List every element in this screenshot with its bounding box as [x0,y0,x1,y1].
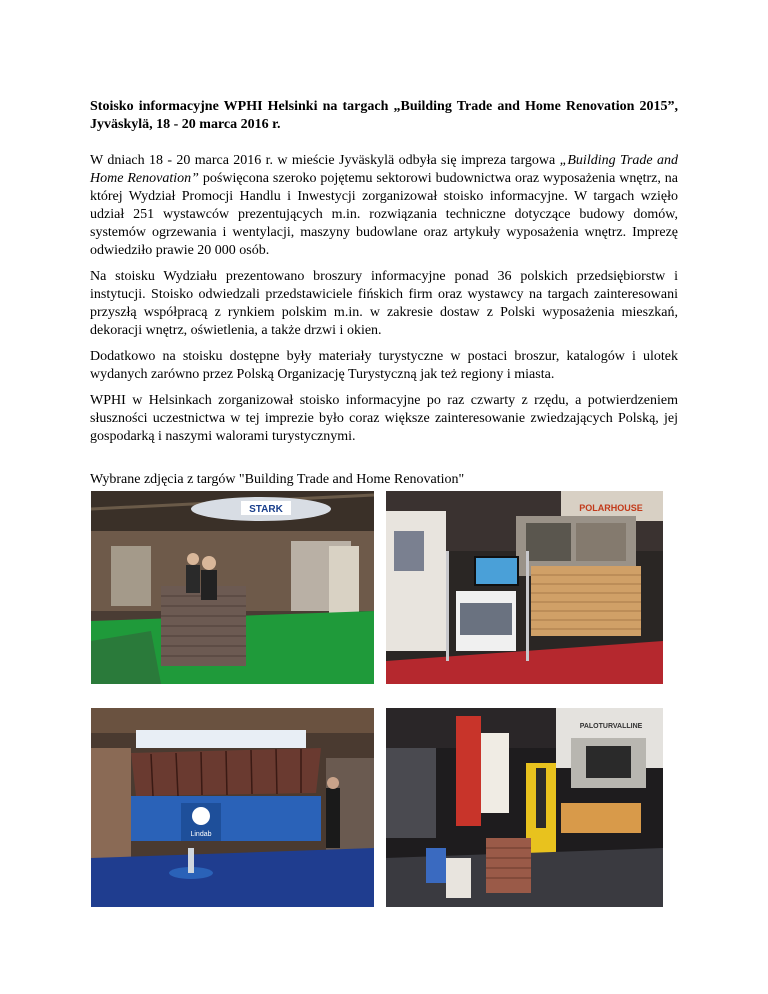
photos-caption: Wybrane zdjęcia z targów "Building Trade and Home Renovation" [90,472,465,487]
document-title: Stoisko informacyjne WPHI Helsinki na targach „Building Trade and Home Renovation 2015”, Jyväskylä, 18 - 20 marca 2016 r. [90,99,678,132]
paragraph-1-rest: poświęcona szeroko pojętemu sektorowi budownictwa oraz wyposażenia wnętrz, na której Wydział Promocji Handlu i Inwestycji zorganizował stoisko informacyjne. W targach wzięło udział 251 wystawców prezentujących m.in. rozwiązania techniczne dotyczące budowy domów, systemów ogrzewania i wentylacji, maszyny budowlane oraz artykuły wyposażenia wnętrz. Imprezę odwiedziło prawie 20 000 osób. [90,171,678,258]
paragraph-2: Na stoisku Wydziału prezentowano broszury informacyjne ponad 36 polskich przedsiębiorstw i instytucji. Stoisko odwiedzali przedstawiciele fińskich firm oraz wystawcy na targach zainteresowani przyszłą współpracą z rynkiem polskim m.in. w zakresie dostaw z Polski wyposażenia mieszkań, dekoracji wnętrz, oświetlenia, a także drzwi i okien. [90,269,678,338]
paragraph-4: WPHI w Helsinkach zorganizował stoisko informacyjne po raz czwarty z rzędu, a potwierdzeniem słuszności uczestnictwa w tej imprezie było coraz większe zainteresowanie zwiedzających Polską, jej gospodarką i naszymi walorami turystycznymi. [90,393,678,444]
sign-stark: STARK [249,504,283,515]
document-page [90,98,678,489]
paragraph-1 [90,152,678,260]
photo-paloturvalline-stand [386,708,663,907]
photo-lindab-stand [91,708,374,907]
sign-polarhouse: POLARHOUSE [579,503,643,513]
sign-paloturvalline: PALOTURVALLINE [579,723,643,730]
paragraph-1-intro: W dniach 18 - 20 marca 2016 r. w mieście Jyväskylä odbyła się impreza targowa [90,153,560,168]
photo-stark-stand [91,491,374,684]
event-name-italic: „Building Trade and Home Renovation” [90,153,678,186]
paragraph-3: Dodatkowo na stoisku dostępne były materiały turystyczne w postaci broszur, katalogów i ulotek wydanych zarówno przez Polską Organizację Turystyczną jak też regiony i miasta. [90,349,678,382]
sign-lindab: Lindab [190,831,212,838]
photo-polarhouse-stand [386,491,663,684]
